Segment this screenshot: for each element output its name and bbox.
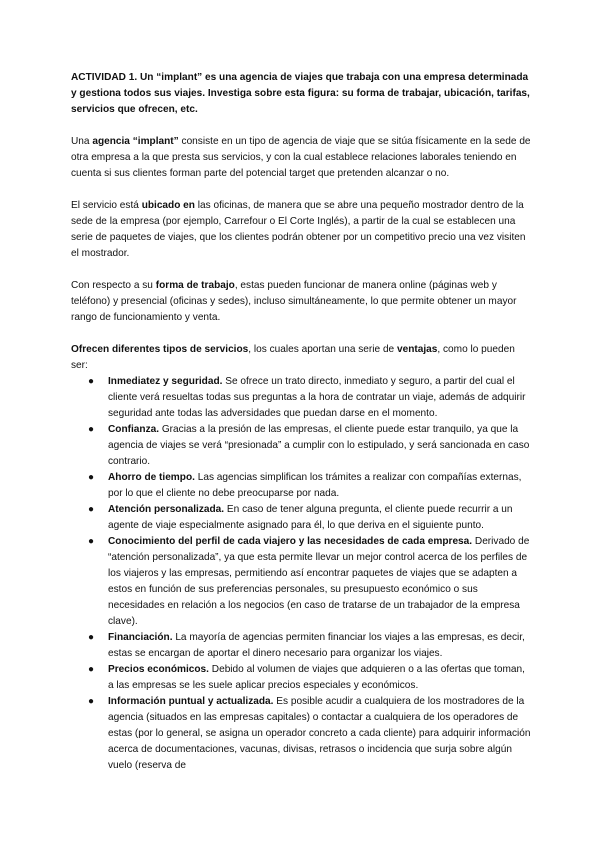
item-text: Es posible acudir a cualquiera de los mostradores de la agencia (situados en las empresas capitales) o contactar a cualquiera de los operadores de estas (por lo general, se asigna un operador concreto a cada cliente) para adquirir información acerca de documentaciones, vacunas, divisas, retrasos o incidencia que surja sobre algún vuelo (reserva de bbox=[108, 696, 531, 771]
text-run: las oficinas, de manera que se abre una pequeño mostrador dentro de la sede de la empresa (por ejemplo, Carrefour o El Corte Inglés), a partir de la cual se establecen una serie de paquetes de viajes, que los clientes podrán obtener por un competitivo precio una vez visiten el mostrador. bbox=[71, 200, 526, 259]
item-text: La mayoría de agencias permiten financiar los viajes a las empresas, es decir, estas se encargan de aportar el dinero necesario para organizar los viajes. bbox=[108, 632, 525, 659]
item-heading: Inmediatez y seguridad. bbox=[108, 376, 223, 387]
item-text: Las agencias simplifican los trámites a realizar con compañías externas, por lo que el cliente no debe preocuparse por nada. bbox=[108, 472, 522, 499]
text-run: consiste en un tipo de agencia de viaje que se sitúa físicamente en la sede de otra empresa a la que presta sus servicios, y con la cual establece relaciones laborales teniendo en cuenta si sus clientes forman parte del potencial target que pretenden alcanzar o no. bbox=[71, 136, 531, 179]
paragraph-location bbox=[71, 198, 531, 262]
document-page bbox=[71, 70, 531, 774]
bullet-icon: ● bbox=[88, 632, 95, 643]
activity-title: ACTIVIDAD 1. Un “implant” es una agencia de viajes que trabaja con una empresa determinada y gestiona todos sus viajes. Investiga sobre esta figura: su forma de trabajar, ubicación, tarifas, servicios que ofrecen, etc. bbox=[71, 72, 530, 115]
bullet-icon: ● bbox=[88, 536, 95, 547]
item-heading: Conocimiento del perfil de cada viajero y las necesidades de cada empresa. bbox=[108, 536, 473, 547]
item-heading: Financiación. bbox=[108, 632, 173, 643]
bullet-icon: ● bbox=[88, 424, 95, 435]
bullet-icon: ● bbox=[88, 504, 95, 515]
list-item bbox=[88, 694, 531, 774]
list-item bbox=[88, 470, 531, 502]
text-run: Una bbox=[71, 136, 93, 147]
text-run: Con respecto a su bbox=[71, 280, 156, 291]
bullet-icon: ● bbox=[88, 664, 95, 675]
list-item bbox=[88, 502, 531, 534]
item-text: Gracias a la presión de las empresas, el cliente puede estar tranquilo, ya que la agencia de viajes se verá “presionada” a cumplir con lo estipulado, y será sancionada en caso contrario. bbox=[108, 424, 530, 467]
bold-term: Ofrecen diferentes tipos de servicios bbox=[71, 344, 249, 355]
item-heading: Atención personalizada. bbox=[108, 504, 225, 515]
bold-term: ventajas bbox=[396, 344, 438, 355]
advantages-list bbox=[71, 374, 531, 774]
list-item bbox=[88, 374, 531, 422]
text-run: , los cuales aportan una serie de bbox=[248, 344, 397, 355]
item-heading: Información puntual y actualizada. bbox=[108, 696, 274, 707]
paragraph-definition bbox=[71, 134, 531, 182]
list-item bbox=[88, 630, 531, 662]
item-text: En caso de tener alguna pregunta, el cliente puede recurrir a un agente de viaje especialmente asignado para él, lo que deriva en el siguiente punto. bbox=[108, 504, 513, 531]
list-item bbox=[88, 422, 531, 470]
text-run: El servicio está bbox=[71, 200, 142, 211]
text-run: , estas pueden funcionar de manera online (páginas web y teléfono) y presencial (oficinas y sedes), incluso simultáneamente, lo que permite obtener un mayor rango de funcionamiento y venta. bbox=[71, 280, 517, 323]
item-text: Se ofrece un trato directo, inmediato y seguro, a partir del cual el cliente verá resueltas todas sus preguntas a la hora de contratar un viaje, además de adquirir seguridad ante todas las adversidades que puedan darse en el momento. bbox=[108, 376, 526, 419]
item-heading: Precios económicos. bbox=[108, 664, 209, 675]
list-item bbox=[88, 534, 531, 630]
text-run: , como lo pueden ser: bbox=[71, 344, 515, 371]
list-item bbox=[88, 662, 531, 694]
bullet-icon: ● bbox=[88, 472, 95, 483]
bold-term: ubicado en bbox=[141, 200, 195, 211]
item-heading: Confianza. bbox=[108, 424, 160, 435]
item-text: Derivado de “atención personalizada”, ya que esta permite llevar un mejor control acerca de los perfiles de los viajeros y las empresas, permitiendo así encontrar paquetes de viajes que se adapten a estos en función de sus preferencias personales, su presupuesto económico o sus necesidades en relación a los negocios (en caso de tratarse de un trabajador de la empresa clave). bbox=[108, 536, 530, 627]
item-text: Debido al volumen de viajes que adquieren o a las ofertas que toman, a las empresas se les suele aplicar precios especiales y económicos. bbox=[108, 664, 525, 691]
bullet-icon: ● bbox=[88, 696, 95, 707]
item-heading: Ahorro de tiempo. bbox=[108, 472, 195, 483]
paragraph-services-intro bbox=[71, 342, 531, 374]
bold-term: forma de trabajo bbox=[155, 280, 235, 291]
bullet-icon: ● bbox=[88, 376, 95, 387]
paragraph-work-mode bbox=[71, 278, 531, 326]
bold-term: agencia “implant” bbox=[92, 136, 179, 147]
